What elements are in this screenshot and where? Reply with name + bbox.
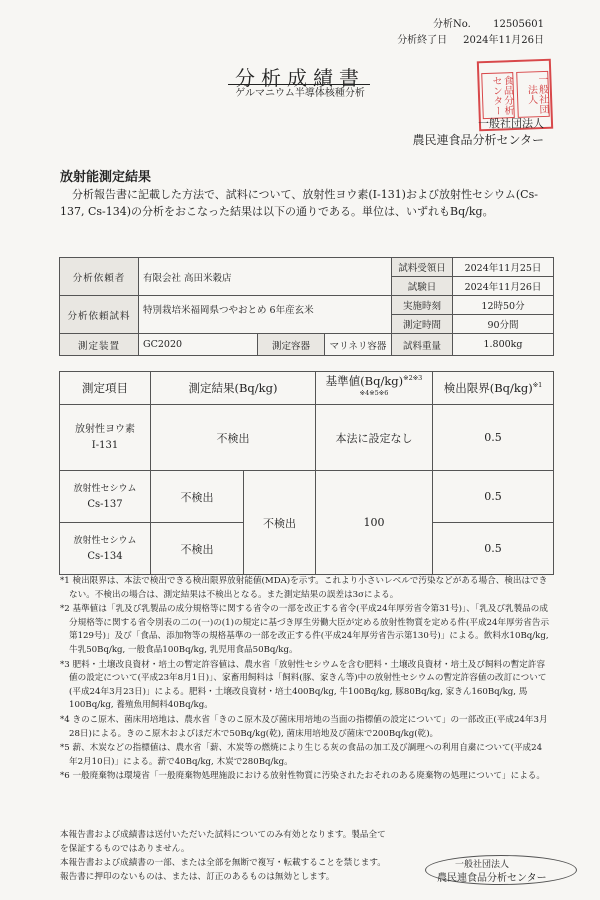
container-label: 測定容器 <box>258 334 325 356</box>
row-name-cs137 <box>60 471 151 523</box>
duration-value: 90分間 <box>453 315 554 334</box>
org-name: 農民連食品分析センター <box>412 133 544 147</box>
stamp-text-left: 食品分析センター <box>481 72 515 119</box>
sample-info-table <box>59 257 554 356</box>
footer-line-3: 報告書に押印のないものは、または、訂正のあるものは無効とします。 <box>60 872 335 882</box>
standard-cs: 100 <box>316 471 433 575</box>
finish-date: 2024年11月26日 <box>463 35 544 46</box>
header-result <box>151 372 316 405</box>
results-table <box>59 371 554 575</box>
header-result-text: 測定結果(Bq/kg) <box>188 381 278 395</box>
duration-label: 測定時間 <box>392 315 453 334</box>
analysis-number-line <box>433 15 544 30</box>
document-subtitle: ゲルマニウム半導体核種分析 <box>235 88 365 99</box>
weight-label: 試料重量 <box>392 334 453 356</box>
result-cs134: 不検出 <box>151 523 244 575</box>
document-title: 分析成績書 <box>235 66 365 90</box>
note-2: *2 基準値は「乳及び乳製品の成分規格等に関する省令の一部を改正する省令(平成24年厚労省令第31号)」、「乳及び乳製品の成分規格等に関する省令別表の二の(一)の(1)の規定に基づき厚生労働大臣が定める放射性物質を定める件(平成24年厚労省告示第129号)」及び「食品、添加物等の規格基準の一部を改正する件(平成24年厚労省告示第130号)」による。飲料水10Bq/kg, 牛乳50Bq/kg, 一般食品100Bq/kg, 乳児用食品50Bq/kg。 <box>60 604 550 655</box>
footer-disclaimer <box>60 828 390 884</box>
standard-i131: 本法に設定なし <box>316 405 433 471</box>
time-label: 実施時刻 <box>392 296 453 315</box>
analysis-no-label: 分析No. <box>433 19 471 30</box>
logo-line-2: 農民連食品分析センター <box>437 873 547 884</box>
header-standard-text: 基準値(Bq/kg) <box>325 374 404 388</box>
note-5: *5 薪、木炭などの指標値は、農水省「薪、木炭等の燃焼により生じる灰の食品の加工及び調理への利用自粛について(平成24年2月10日)」による。薪で40Bq/kg, 木炭で280Bq/kg。 <box>60 743 543 767</box>
receive-date-value: 2024年11月25日 <box>453 258 554 277</box>
device-value: GC2020 <box>139 334 258 356</box>
header-standard <box>316 372 433 405</box>
footer-line-2: 本報告書および成績書の一部、または全部を無断で複写・転載することを禁じます。 <box>60 858 386 868</box>
finish-date-label: 分析終了日 <box>397 35 448 46</box>
intro-paragraph: 分析報告書に記載した方法で、試料について、放射性ヨウ素(I-131)および放射性セシウム(Cs-137, Cs-134)の分析をおこなった結果は以下の通りである。単位は、いずれもBq/kg。 <box>60 188 538 218</box>
device-label: 測定装置 <box>60 334 139 356</box>
note-1: *1 検出限界は、本法で検出できる検出限界放射能値(MDA)を示す。これより小さいレベルで汚染などがある場合、検出はできない。不検出の場合は、測定結果は不検出となる。また測定結果の誤差は3σによる。 <box>60 576 548 600</box>
analysis-no: 12505601 <box>493 19 544 30</box>
header-standard-note: ※2※3 ※4※5※6 <box>359 374 423 398</box>
client-value: 有限会社 高田米穀店 <box>139 258 392 296</box>
limit-i131: 0.5 <box>433 405 554 471</box>
test-date-value: 2024年11月26日 <box>453 277 554 296</box>
row-name-line2: Cs-137 <box>87 498 123 510</box>
header-item: 測定項目 <box>60 372 151 405</box>
note-4: *4 きのこ原木、菌床用培地は、農水省「きのこ原木及び菌床用培地の当面の指標値の設定について」の一部改正(平成24年3月28日)による。きのこ原木およびほだ木で50Bq/kg(乾), 菌床用培地及び菌床で200Bq/kg(乾)。 <box>60 714 548 739</box>
table-row <box>60 405 554 471</box>
client-label: 分析依頼者 <box>60 258 139 296</box>
row-name-line2: I-131 <box>91 439 119 451</box>
limit-cs137: 0.5 <box>433 471 554 523</box>
row-name-i131 <box>60 405 151 471</box>
header-limit-note: ※1 <box>532 381 543 390</box>
receive-date-label: 試料受領日 <box>392 258 453 277</box>
note-3: *3 肥料・土壌改良資材・培土の暫定許容値は、農水省「放射性セシウムを含む肥料・土壌改良資材・培土及び飼料の暫定許容値の設定について(平成23年8月1日)」、家畜用飼料は「飼料(豚、家きん等)中の放射性セシウムの暫定許容値の改訂について(平成24年3月23日)」による。肥料・土壌改良資材・培土400Bq/kg, 牛100Bq/kg, 豚80Bq/kg, 家きん160Bq/kg, 馬100Bq/kg, 養殖魚用飼料40Bq/kg。 <box>60 659 547 711</box>
section-title: 放射能測定結果 <box>60 170 152 185</box>
result-i131: 不検出 <box>151 405 316 471</box>
notes-section <box>60 575 550 785</box>
header-limit-text: 検出限界(Bq/kg) <box>443 381 533 395</box>
row-name-line2: Cs-134 <box>87 550 123 562</box>
weight-value: 1.800kg <box>453 334 554 356</box>
sample-label: 分析依頼試料 <box>60 296 139 334</box>
sample-value: 特別栽培米福岡県つやおとめ 6年産玄米 <box>139 296 392 334</box>
org-logo <box>425 851 583 889</box>
org-type: 一般社団法人 <box>478 117 544 130</box>
footer-line-1: 本報告書および成績書は送付いただいた試料についてのみ有効となります。製品全てを保証するものではありません。 <box>60 830 386 854</box>
note-6: *6 一般廃棄物は環境省「一般廃棄物処理施設における放射性物質に汚染されたおそれのある廃棄物の処理について」による。 <box>60 771 545 782</box>
row-name-line1: 放射性セシウム <box>73 483 137 494</box>
limit-cs134: 0.5 <box>433 523 554 575</box>
row-name-line1: 放射性ヨウ素 <box>75 423 135 435</box>
logo-line-1: 一般社団法人 <box>455 860 510 870</box>
time-value: 12時50分 <box>453 296 554 315</box>
result-cs-total: 不検出 <box>244 471 316 575</box>
row-name-line1: 放射性セシウム <box>73 535 137 546</box>
row-name-cs134 <box>60 523 151 575</box>
finish-date-line <box>397 31 544 46</box>
result-cs137: 不検出 <box>151 471 244 523</box>
stamp-text-right: 一般社団法人 <box>516 71 550 118</box>
header-limit <box>433 372 554 405</box>
test-date-label: 試験日 <box>392 277 453 296</box>
table-row <box>60 471 554 523</box>
container-value: マリネリ容器 <box>325 334 392 356</box>
